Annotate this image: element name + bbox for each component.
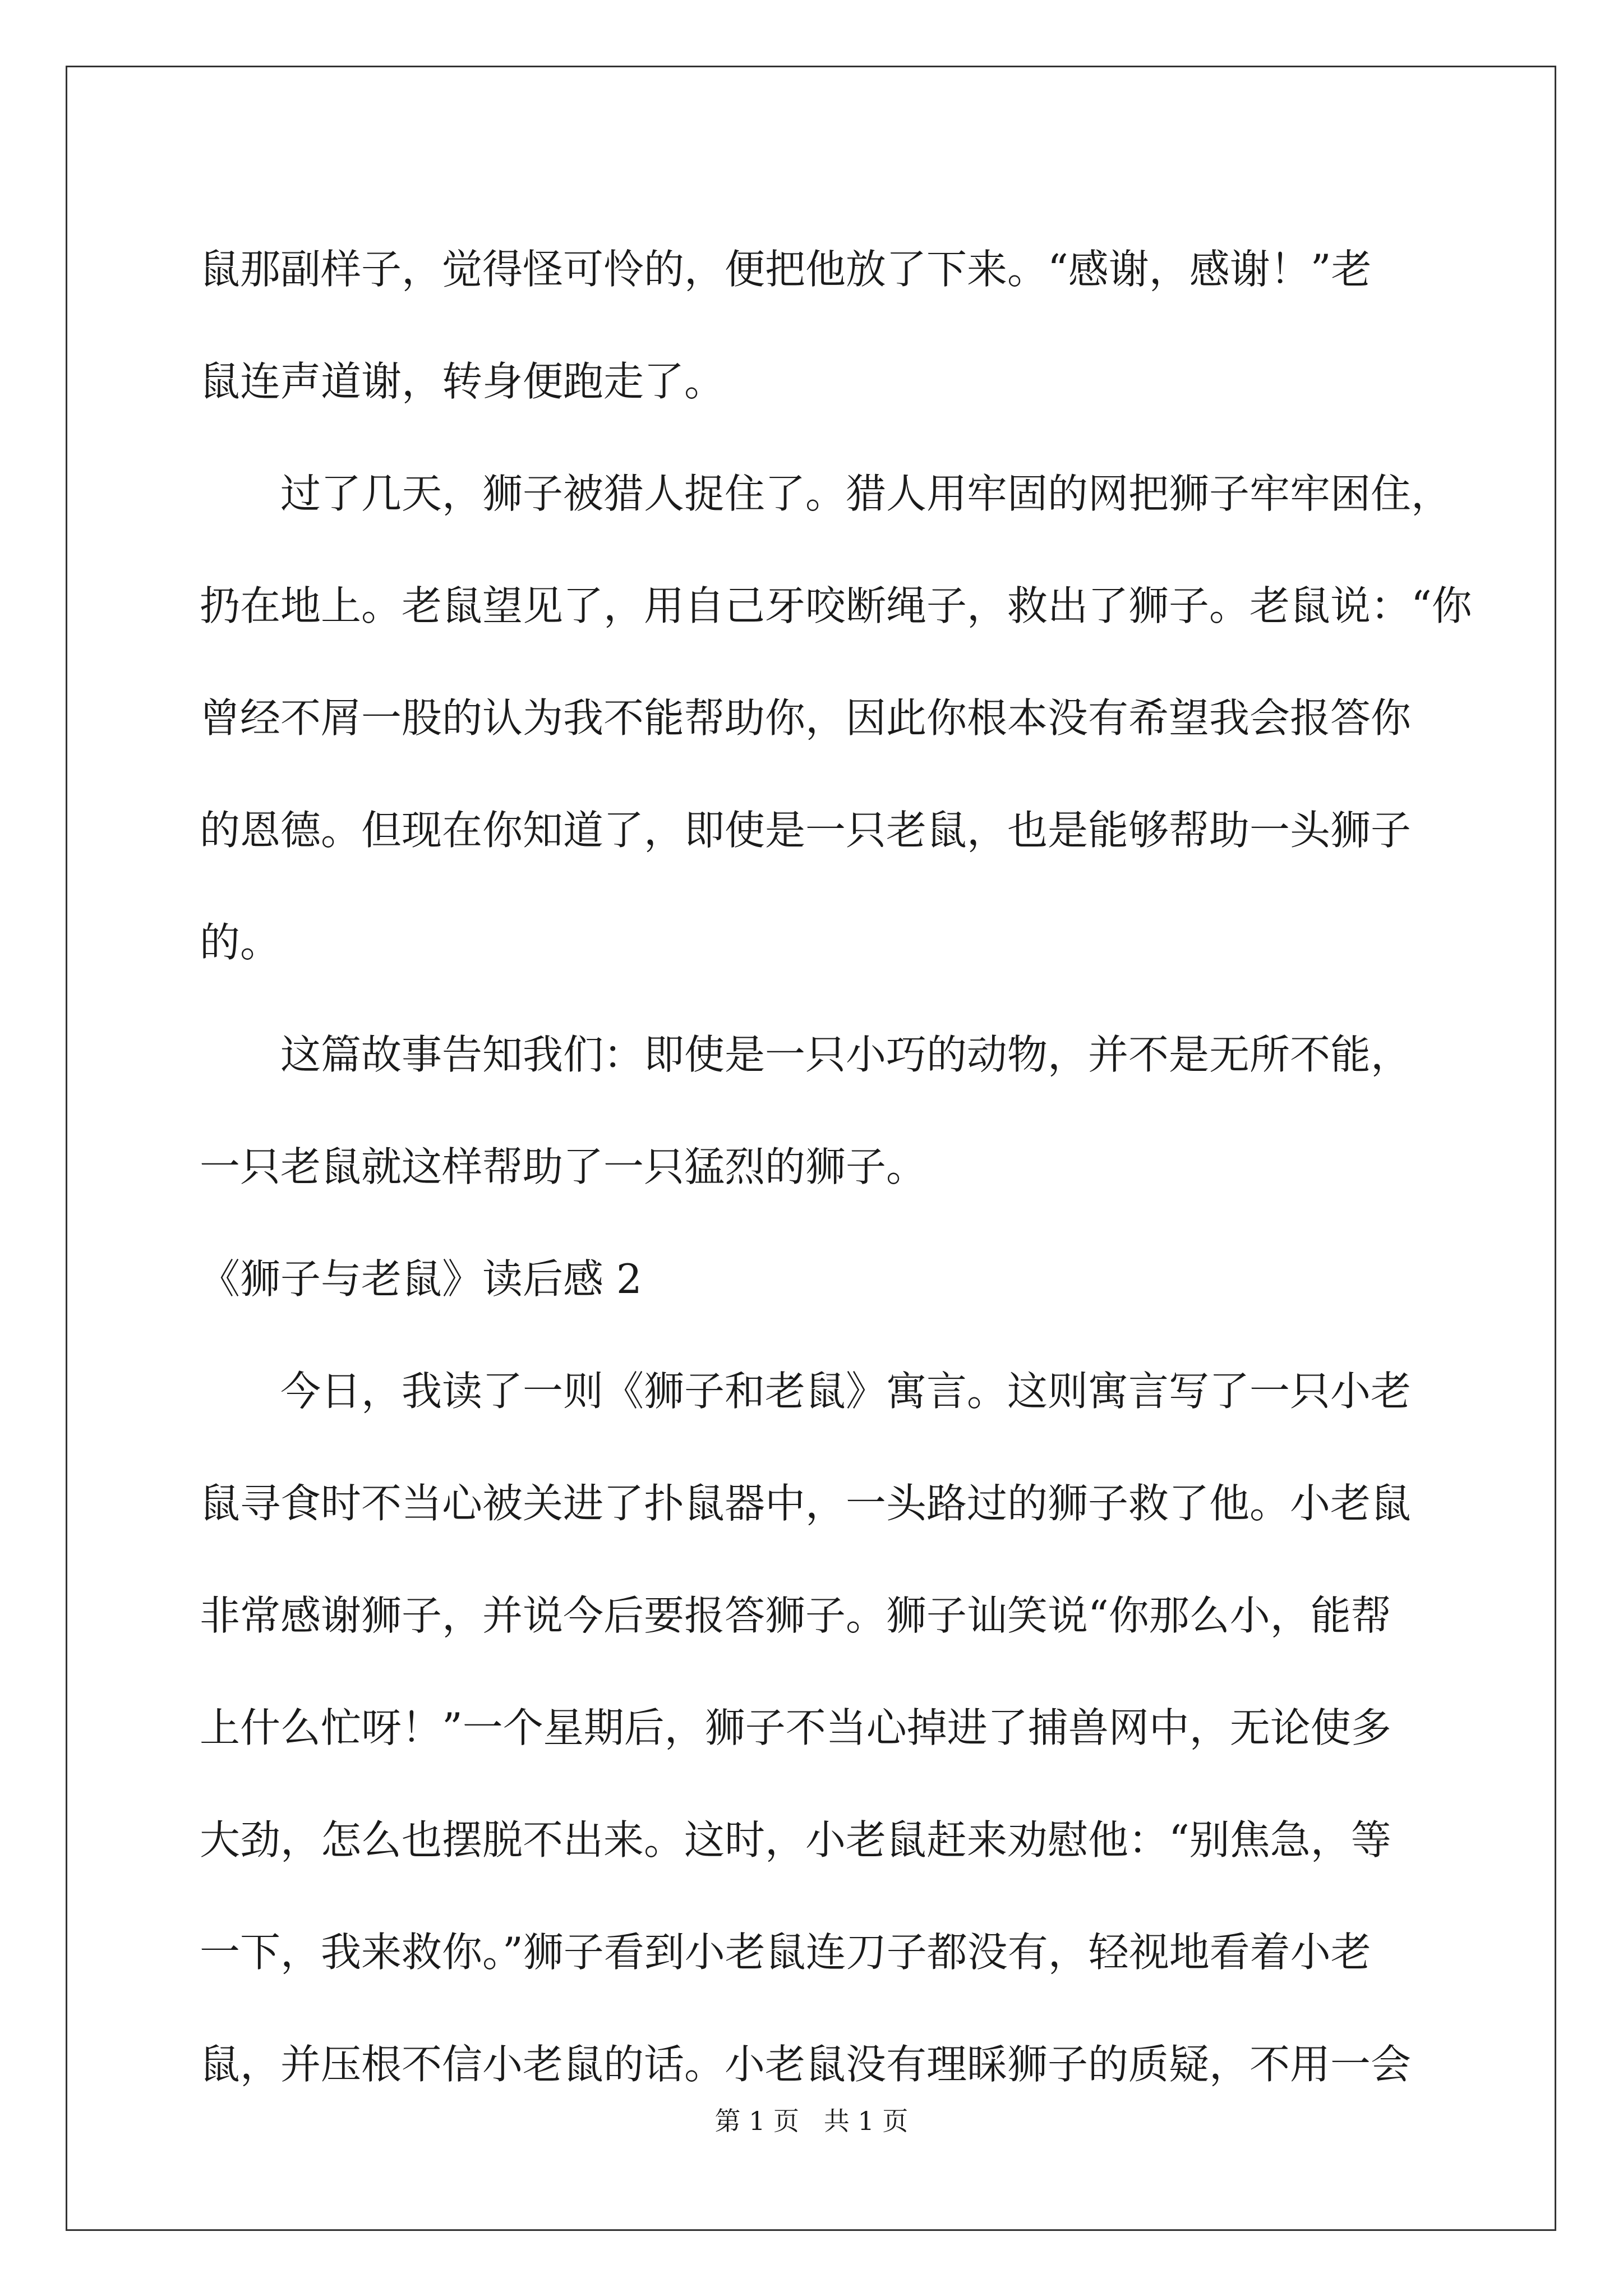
text-line: 鼠连声道谢，转身便跑走了。 — [200, 358, 725, 405]
paragraph-4 — [200, 1335, 1428, 2120]
text-line: 的恩德。但现在你知道了，即使是一只老鼠，也是能够帮助一头狮子 — [200, 807, 1412, 854]
paragraph-1 — [200, 213, 1428, 438]
text-line: 大劲，怎么也摆脱不出来。这时，小老鼠赶来劝慰他：“别焦急，等 — [200, 1816, 1391, 1864]
text-line: 这篇故事告知我们：即使是一只小巧的动物，并不是无所不能， — [280, 1031, 1412, 1078]
text-line: 鼠，并压根不信小老鼠的话。小老鼠没有理睬狮子的质疑，不用一会 — [200, 2041, 1412, 2088]
text-line: 扔在地上。老鼠望见了，用自己牙咬断绳子，救出了狮子。老鼠说：“你 — [200, 582, 1472, 629]
text-line: 今日，我读了一则《狮子和老鼠》寓言。这则寓言写了一只小老 — [280, 1368, 1412, 1415]
paragraph-2 — [200, 438, 1472, 999]
text-line: 一下，我来救你。”狮子看到小老鼠连刀子都没有，轻视地看着小老 — [200, 1929, 1371, 1976]
text-line: 的。 — [200, 919, 281, 966]
text-line: 过了几天，狮子被猎人捉住了。猎人用牢固的网把狮子牢牢困住， — [280, 470, 1452, 517]
document-body — [200, 213, 1472, 2120]
text-line: 鼠那副样子，觉得怪可怜的，便把他放了下来。“感谢，感谢！”老 — [200, 246, 1372, 293]
text-line: 非常感谢狮子，并说今后要报答狮子。狮子讪笑说“你那么小，能帮 — [200, 1592, 1391, 1639]
page-footer: 第 1 页 共 1 页 — [714, 2106, 909, 2136]
text-line: 曾经不屑一股的认为我不能帮助你，因此你根本没有希望我会报答你 — [200, 694, 1412, 742]
text-line: 一只老鼠就这样帮助了一只猛烈的狮子。 — [200, 1143, 927, 1190]
section-heading: 《狮子与老鼠》读后感 2 — [200, 1255, 642, 1303]
text-line: 鼠寻食时不当心被关进了扑鼠器中，一头路过的狮子救了他。小老鼠 — [200, 1480, 1412, 1527]
paragraph-3 — [200, 999, 1428, 1223]
text-line: 上什么忙呀！”一个星期后，狮子不当心掉进了捕兽网中，无论使多 — [200, 1704, 1391, 1751]
